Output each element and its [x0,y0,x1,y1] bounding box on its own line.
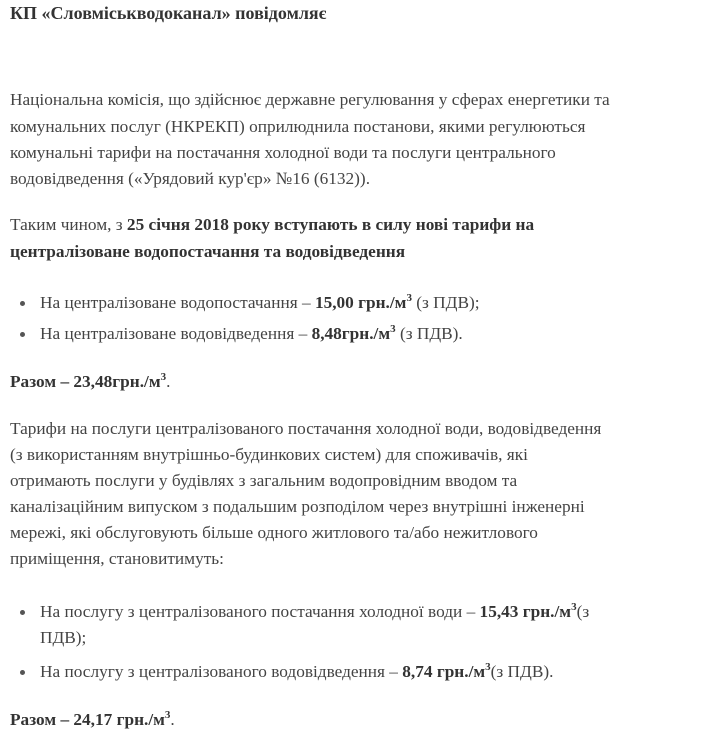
tariff-vat-note-continued: ПДВ); [40,628,87,647]
effective-line-1 [10,212,534,238]
tariff-label: На централізоване водопостачання – [40,293,315,312]
tariff-value: 15,43 $грн./м^3$ [479,601,577,621]
tariff-vat-note: (з ПДВ). [490,662,554,681]
bullet-icon [20,670,25,675]
tariff-vat-note: (з ПДВ); [411,293,480,312]
effective-bold-1: 25 січня 2018 року вступають в силу нові тарифи на [126,215,535,234]
article-headline: КП «Словміськводоканал» повідомляє [10,3,327,23]
effective-bold-2: централізоване водопостачання та водовідведення [10,242,406,261]
intro-line-3: комунальні тарифи на постачання холодної води та послуги центрального [10,143,556,162]
tariff-vat-note: (з [576,602,590,621]
tariff-label: На послугу з централізованого водовідведення – [40,662,403,681]
effective-line-2 [10,239,405,265]
bullet-icon [20,332,25,337]
description-line-3: отримають послуги у будівлях з загальним водопровідним вводом та [10,471,518,490]
tariff-vat-note: (з ПДВ). [395,324,463,343]
description-line-4: каналізаційним випуском з подальшим розподілом через внутрішні інженерні [10,497,585,516]
tariff-value: 15,00 $грн./м^3$ [314,292,412,312]
intro-line-2: комунальних послуг (НКРЕКП) оприлюднила постанови, якими регулюються [10,117,586,136]
effective-prefix: Таким чином, з [10,215,127,234]
intro-line-1: Національна комісія, що здійснює державне регулювання у сферах енергетики та [10,90,610,109]
tariff-value: 8,74 $грн./м^3$ [402,661,491,681]
bullet-icon [20,610,25,615]
intro-line-4: водовідведення («Урядовий кур'єр» №16 (6132)). [10,169,371,188]
tariff-value: $8,48грн./м^3$ [311,323,396,343]
total-1: Разом – $23,48грн./м^3$. [10,371,171,391]
tariff-label: На централізоване водовідведення – [40,324,312,343]
description-line-2: (з використанням внутрішньо-будинкових систем) для споживачів, які [10,445,528,464]
bullet-icon [20,301,25,306]
tariff-label: На послугу з централізованого постачання холодної води – [40,602,480,621]
description-line-5: мережі, які обслуговують більше одного житлового та/або нежитлового [10,523,538,542]
description-line-1: Тарифи на послуги централізованого постачання холодної води, водовідведення [10,419,602,438]
description-line-6: приміщення, становитимуть: [10,549,224,568]
total-2: Разом – 24,17 $грн./м^3$. [10,709,175,729]
